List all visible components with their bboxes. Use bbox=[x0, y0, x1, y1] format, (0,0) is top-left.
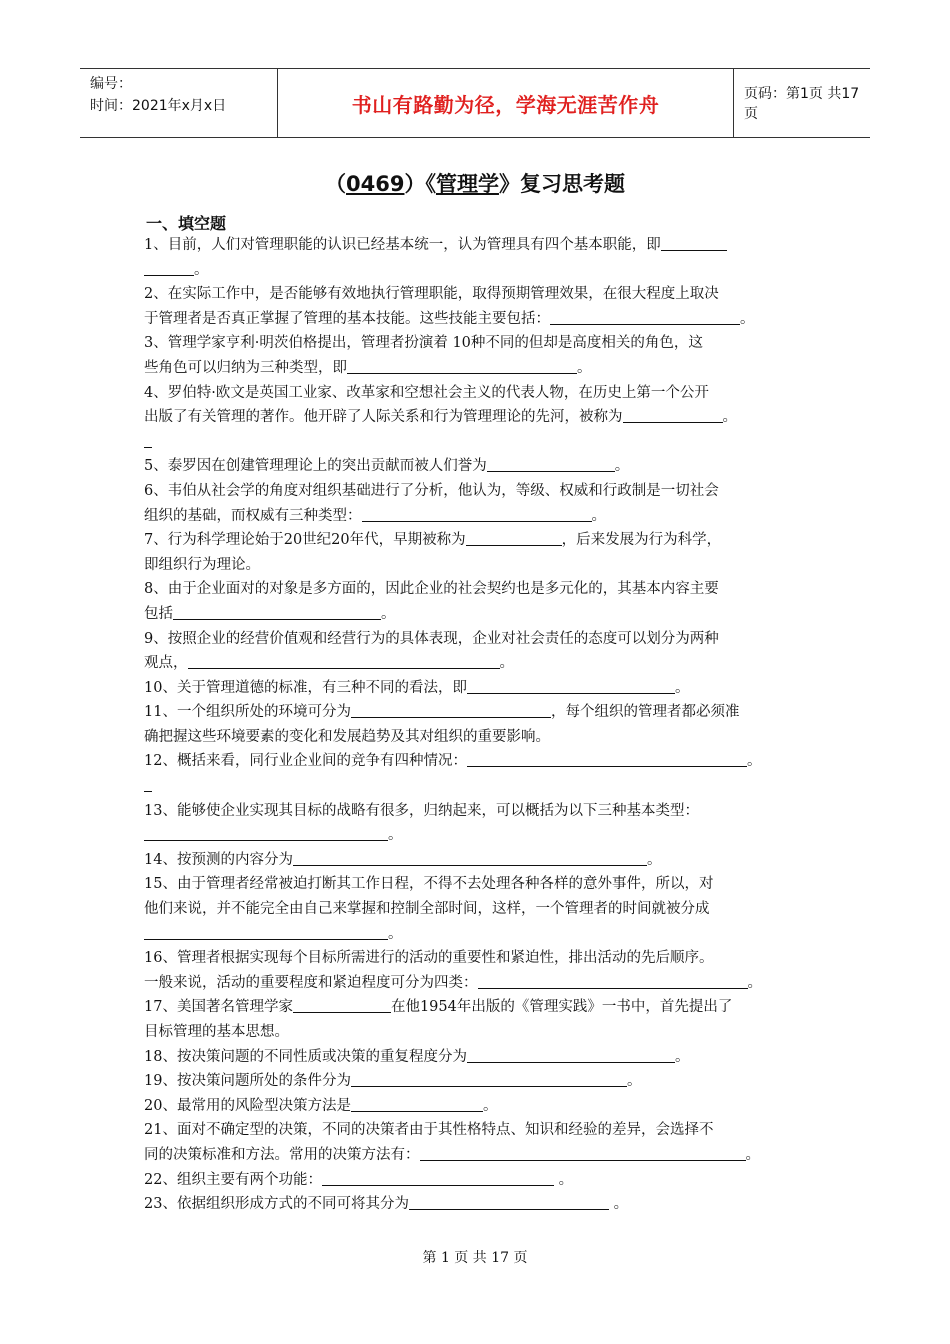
question-1: 1、目前，人们对管理职能的认识已经基本统一，认为管理具有四个基本职能，即 bbox=[144, 233, 812, 258]
question-5: 5、泰罗因在创建管理理论上的突出贡献而被人们誉为 。 bbox=[144, 454, 812, 479]
question-15-blank: 。 bbox=[144, 922, 812, 947]
question-15-cont: 他们来说，并不能完全由自己来掌握和控制全部时间，这样，一个管理者的时间就被分成 bbox=[144, 901, 710, 918]
question-7: 7、行为科学理论始于20世纪20年代，早期被称为 ，后来发展为行为科学， bbox=[144, 528, 812, 553]
question-21-cont: 同的决策标准和方法。常用的决策方法有： 。 bbox=[144, 1143, 812, 1168]
code-label: 编号： bbox=[90, 76, 132, 92]
question-8-cont: 包括 。 bbox=[144, 602, 812, 627]
document-title: （0469）《管理学》复习思考题 bbox=[325, 172, 625, 196]
question-21: 21、面对不确定型的决策，不同的决策者由于其性格特点、知识和经验的差异，会选择不 bbox=[144, 1122, 714, 1139]
question-1-cont: 。 bbox=[144, 258, 812, 283]
header-page-cell bbox=[734, 69, 870, 137]
question-17: 17、美国著名管理学家 在他1954年出版的《管理实践》一书中，首先提出了 bbox=[144, 995, 812, 1020]
page-label: 页码：第1页 共17页 bbox=[744, 86, 860, 122]
question-20: 20、最常用的风险型决策方法是 。 bbox=[144, 1094, 812, 1119]
question-4-blank bbox=[144, 430, 812, 455]
question-17-cont: 目标管理的基本思想。 bbox=[144, 1024, 289, 1040]
question-23: 23、依据组织形成方式的不同可将其分为 。 bbox=[144, 1192, 812, 1217]
question-15: 15、由于管理者经常被迫打断其工作日程，不得不去处理各种各样的意外事件，所以，对 bbox=[144, 876, 714, 893]
header-table bbox=[80, 68, 870, 138]
header-left-cell bbox=[80, 69, 278, 137]
question-11: 11、一个组织所处的环境可分为 ，每个组织的管理者都必须准 bbox=[144, 700, 812, 725]
question-4-cont: 出版了有关管理的著作。他开辟了人际关系和行为管理理论的先河，被称为 。 bbox=[144, 405, 812, 430]
question-19: 19、按决策问题所处的条件分为 。 bbox=[144, 1069, 812, 1094]
question-16-cont: 一般来说，活动的重要程度和紧迫程度可分为四类： 。 bbox=[144, 971, 812, 996]
question-9: 9、按照企业的经营价值观和经营行为的具体表现，企业对社会责任的态度可以划分为两种 bbox=[144, 630, 719, 647]
question-4: 4、罗伯特·欧文是英国工业家、改革家和空想社会主义的代表人物，在历史上第一个公开 bbox=[144, 384, 709, 401]
question-13-cont: 。 bbox=[144, 823, 812, 848]
question-10: 10、关于管理道德的标准，有三种不同的看法，即 。 bbox=[144, 676, 812, 701]
header-motto-cell bbox=[278, 69, 734, 137]
question-14: 14、按预测的内容分为 。 bbox=[144, 848, 812, 873]
question-8: 8、由于企业面对的对象是多方面的，因此企业的社会契约也是多元化的，其基本内容主要 bbox=[144, 581, 719, 598]
date-label: 时间：2021年x月x日 bbox=[90, 98, 227, 114]
motto: 书山有路勤为径，学海无涯苦作舟 bbox=[351, 92, 660, 117]
question-13: 13、能够使企业实现其目标的战略有很多，归纳起来，可以概括为以下三种基本类型： bbox=[144, 802, 699, 819]
question-12-blank bbox=[144, 774, 812, 799]
question-6: 6、韦伯从社会学的角度对组织基础进行了分析，他认为，等级、权威和行政制是一切社会 bbox=[144, 482, 719, 499]
page-footer: 第 1 页 共 17 页 bbox=[422, 1250, 528, 1266]
question-16: 16、管理者根据实现每个目标所需进行的活动的重要性和紧迫性，排出活动的先后顺序。 bbox=[144, 950, 714, 967]
question-list bbox=[144, 233, 812, 1217]
question-2: 2、在实际工作中，是否能够有效地执行管理职能，取得预期管理效果，在很大程度上取决 bbox=[144, 286, 719, 303]
question-11-cont: 确把握这些环境要素的变化和发展趋势及其对组织的重要影响。 bbox=[144, 728, 550, 745]
question-3: 3、管理学家亨利·明茨伯格提出，管理者扮演着 10种不同的但却是高度相关的角色，这 bbox=[144, 335, 703, 352]
section-title: 一、填空题 bbox=[146, 214, 227, 233]
question-22: 22、组织主要有两个功能： 。 bbox=[144, 1168, 812, 1193]
question-2-cont: 于管理者是否真正掌握了管理的基本技能。这些技能主要包括： 。 bbox=[144, 307, 812, 332]
question-12: 12、概括来看，同行业企业间的竞争有四种情况： 。 bbox=[144, 749, 812, 774]
question-3-cont: 些角色可以归纳为三种类型，即 。 bbox=[144, 356, 812, 381]
question-18: 18、按决策问题的不同性质或决策的重复程度分为 。 bbox=[144, 1045, 812, 1070]
question-6-cont: 组织的基础，而权威有三种类型： 。 bbox=[144, 504, 812, 529]
question-7-cont: 即组织行为理论。 bbox=[144, 556, 260, 573]
question-9-cont: 观点， 。 bbox=[144, 651, 812, 676]
